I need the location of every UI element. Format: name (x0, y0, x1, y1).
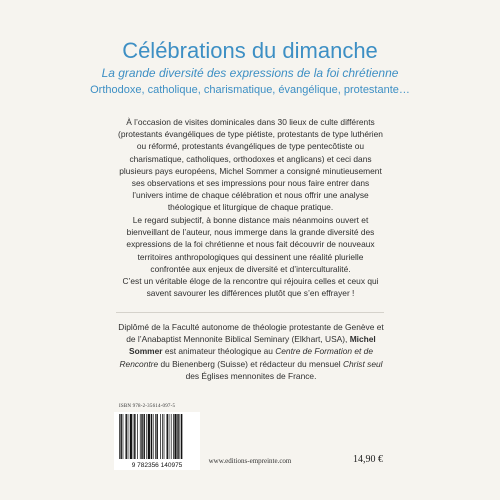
author-bio-text-4: des Églises mennonites de France. (185, 370, 317, 381)
section-divider (116, 312, 384, 313)
author-bio-text-2: est animateur théologique au (162, 346, 276, 357)
author-name: Michel Sommer (129, 334, 376, 357)
barcode-number: 9 782356 140975 (131, 462, 183, 469)
barcode-bar (125, 414, 126, 459)
barcode-bar (169, 414, 170, 459)
barcode-bar (167, 414, 168, 459)
barcode-bar (160, 414, 161, 459)
book-title: Célébrations du dimanche (122, 38, 378, 63)
barcode-bar (146, 414, 147, 459)
description-paragraph-2: Le regard subjectif, à bonne distance mais néanmoins ouvert et bienveillant de l’auteur, nous immerge dans la grande diversité des expressions de la foi chrétienne et nous fait découvrir de nouveaux territoires anthropologiques qui dessinent une réalité plurielle confrontée aux enjeux de diversité et d’interculturalité. (126, 215, 375, 274)
description-paragraph-3: C’est un véritable éloge de la rencontre qui réjouira celles et ceux qui savent savourer les différences plutôt que s’en effrayer ! (122, 276, 379, 299)
author-bio-text-3: du Bienenberg (Suisse) et rédacteur du mensuel (158, 358, 343, 369)
isbn-label: ISBN 978-2-35614-097-5 (119, 404, 176, 409)
barcode-bar (133, 414, 134, 459)
author-bio-text-1: Diplômé de la Faculté autonome de théologie protestante de Genève et de l’Anabaptist Mennonite Biblical Seminary (Elkhart, USA), (118, 322, 384, 345)
barcode-bar (141, 414, 142, 459)
training-centre-name: Centre de Formation et de Rencontre (119, 346, 373, 369)
barcode-bar (179, 414, 180, 459)
book-subtitle: La grande diversité des expressions de la foi chrétienne (101, 66, 399, 80)
barcode-bar (128, 414, 129, 459)
journal-name: Christ seul (342, 358, 383, 369)
barcode-bar (140, 414, 141, 459)
barcode-bar (153, 414, 154, 459)
barcode-bar (155, 414, 156, 459)
barcode-bar (171, 414, 172, 459)
barcode-bar (120, 414, 121, 459)
barcode-bar (123, 414, 124, 459)
barcode-bar (151, 414, 152, 459)
barcode-bar (134, 414, 135, 459)
barcode-bar (119, 414, 120, 459)
description-paragraph-1: À l’occasion de visites dominicales dans 30 lieux de culte différents (protestants évangéliques de type piétiste, protestants de type luthérien ou réformé, protestants évangéliques de type pentecôtiste ou charismatique, catholiques, orthodoxes et anglicans) et ceci dans plusieurs pays européens, Michel Sommer a consigné minutieusement ses observations et ses impressions pour nous faire entrer dans l’univers intime de chaque célébration et nous offrir une analyse théologique et liturgique de chaque pratique. (118, 117, 383, 213)
barcode-bar (162, 414, 163, 459)
barcode-bar (181, 414, 182, 459)
barcode-bar (148, 414, 150, 459)
book-tagline: Orthodoxe, catholique, charismatique, évangélique, protestante… (90, 84, 410, 96)
price: 14,90 € (353, 454, 383, 465)
author-bio (117, 321, 385, 382)
barcode-bar (137, 414, 138, 459)
barcode-bar (156, 414, 157, 459)
barcode-bar (173, 414, 174, 459)
publisher-website: www.editions-empreinte.com (208, 457, 292, 465)
barcode-bar (143, 414, 144, 459)
barcode-bar (130, 414, 132, 459)
barcode-bar (177, 414, 178, 459)
barcode-bar (164, 414, 165, 459)
barcode-bar (174, 414, 176, 459)
